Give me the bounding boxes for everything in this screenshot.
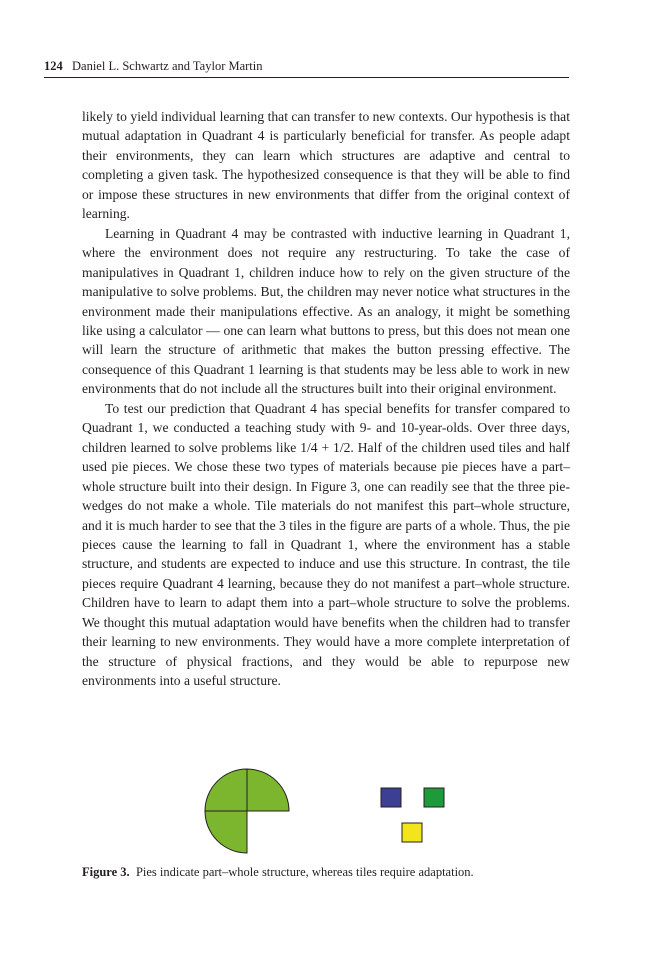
paragraph: likely to yield individual learning that can transfer to new contexts. Our hypothesis is that mutual adaptation in Quadrant 4 is particularly beneficial for transfer. As people adapt their environments, they can learn which structures are adaptive and central to completing a given task. The hypothesized consequence is that they will be able to find or impose these structures in new environments that differ from the original context of learning. <box>82 109 570 222</box>
page-number: 124 <box>44 59 63 73</box>
running-header <box>44 57 569 78</box>
tile-green <box>424 788 444 807</box>
pie-wedge <box>205 811 247 853</box>
running-head-authors: Daniel L. Schwartz and Taylor Martin <box>72 59 263 73</box>
paragraph: To test our prediction that Quadrant 4 has special benefits for transfer compared to Quadrant 1, we conducted a teaching study with 9- and 10-year-olds. Over three days, children learned to solve problems like 1/4 + 1/2. Half of the children used tiles and half used pie pieces. We chose these two types of materials because pie pieces have a part–whole structure built into their design. In Figure 3, one can readily see that the three pie-wedges do not make a whole. Tile materials do not manifest this part–whole structure, and it is much harder to see that the 3 tiles in the figure are parts of a whole. Thus, the pie pieces cause the learning to fall in Quadrant 1, where the environment has a stable structure, and students are expected to induce and use this structure. In contrast, the tile pieces require Quadrant 4 learning, because they do not manifest a part–whole structure. Children have to learn to adapt them into a part–whole structure to solve the problems. We thought this mutual adaptation would have benefits when the children had to transfer their learning to new environments. They would have a more complete interpretation of the structure of physical fractions, and they would be able to repurpose new environments into a useful structure. <box>82 400 570 689</box>
pie-wedge <box>247 769 289 811</box>
tile-pieces <box>381 788 444 842</box>
tile-blue <box>381 788 401 807</box>
paragraph: Learning in Quadrant 4 may be contrasted with inductive learning in Quadrant 1, where the environment does not require any restructuring. To take the case of manipulatives in Quadrant 1, children induce how to rely on the given structure of the manipulative to solve problems. But, the children may never notice what structures in the environment made their manipulations effective. As an analogy, it might be something like using a calculator — one can learn what buttons to press, but this does not mean one will learn the structure of arithmetic that makes the button pressing effective. The consequence of this Quadrant 1 learning is that students may be less able to work in new environments that do not include all the structures built into their original environment. <box>82 225 570 397</box>
pie-pieces <box>205 769 289 853</box>
tile-yellow <box>402 823 422 842</box>
figure-caption <box>82 864 570 880</box>
caption-label: Figure 3. <box>82 865 130 879</box>
caption-text: Pies indicate part–whole structure, whereas tiles require adaptation. <box>135 865 474 879</box>
pie-wedge <box>205 769 247 811</box>
body-text <box>82 107 570 691</box>
